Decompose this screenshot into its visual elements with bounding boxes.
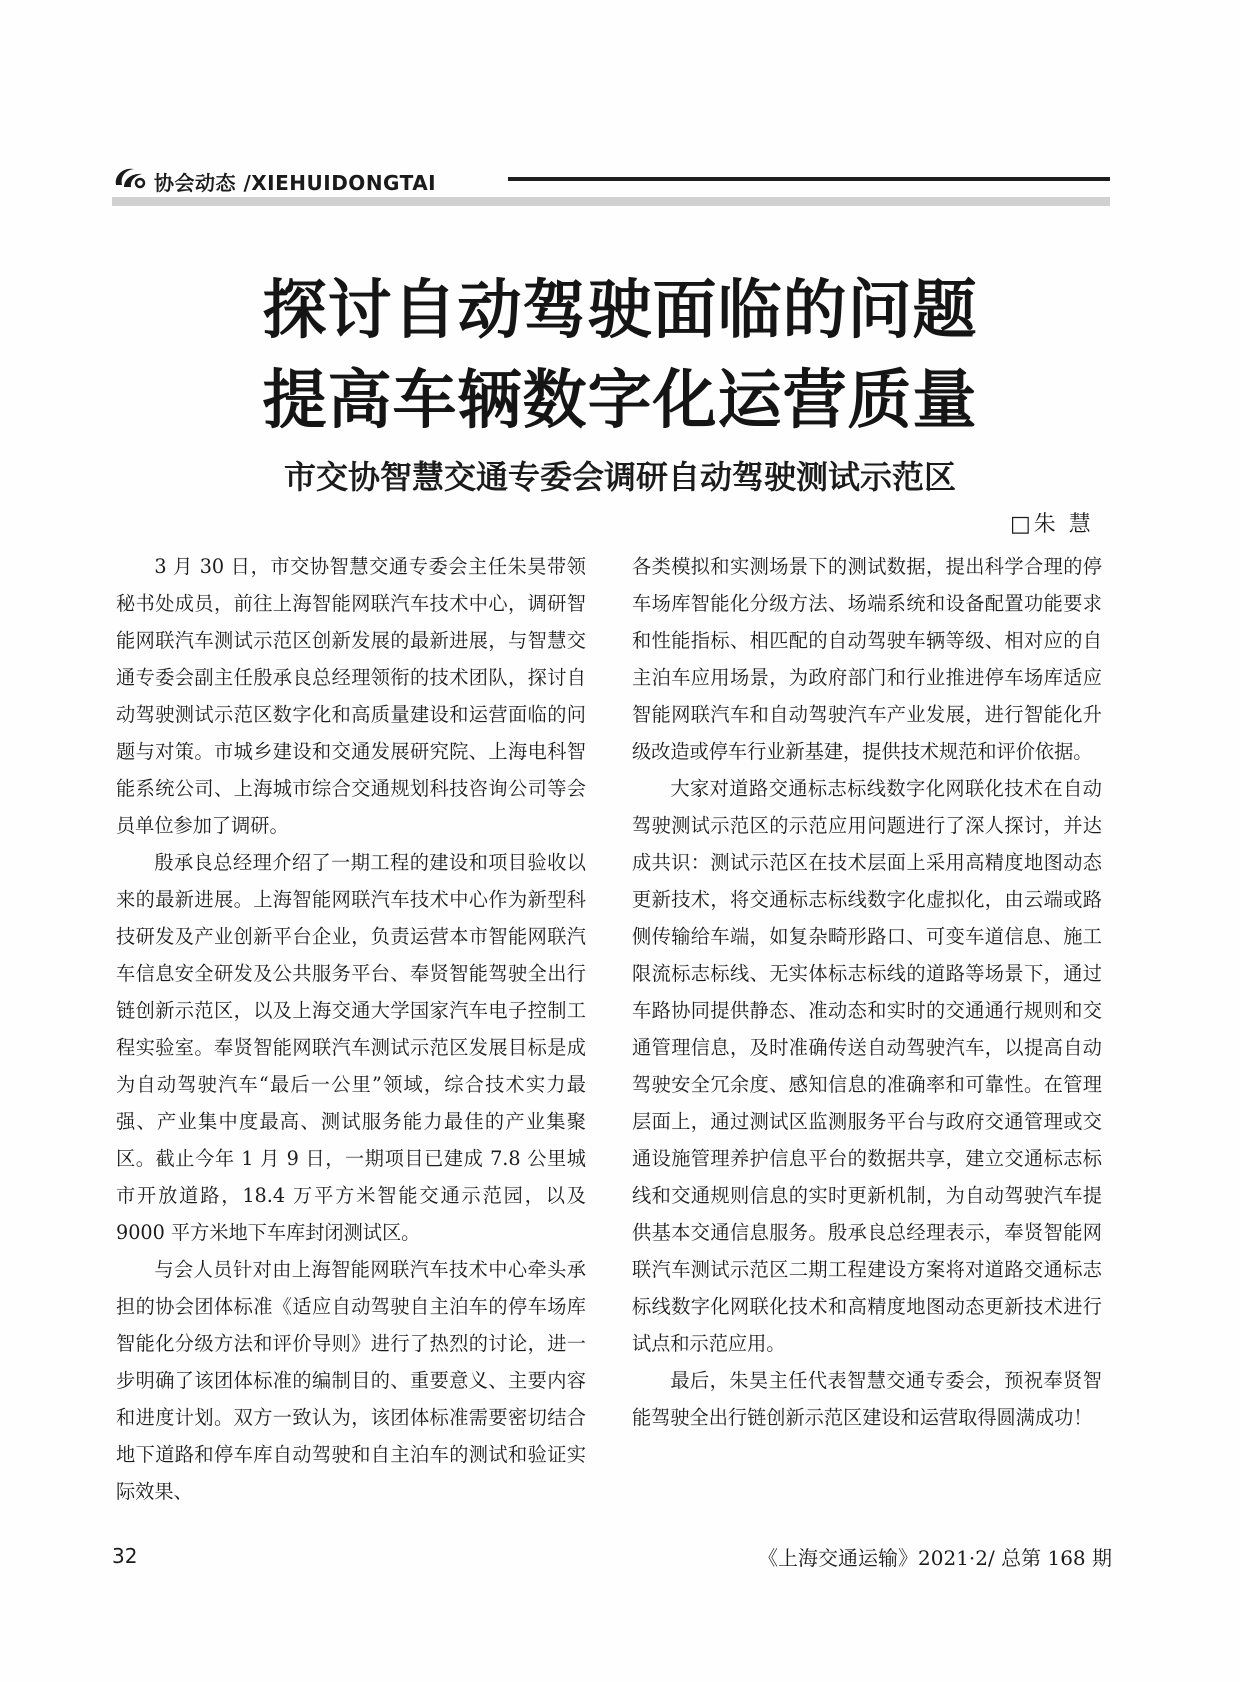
article-title-line-2: 提高车辆数字化运营质量 <box>262 364 978 438</box>
section-header <box>112 165 1110 209</box>
paragraph: 与会人员针对由上海智能网联汽车技术中心牵头承担的协会团体标准《适应自动驾驶自主泊车的停车场库智能化分级方法和评价导则》进行了热烈的讨论，进一步明确了该团体标准的编制目的、重要意义、主要内容和进度计划。双方一致认为，该团体标准需要密切结合地下道路和停车库自动驾驶和自主泊车的测试和验证实际效果、 <box>116 1258 586 1503</box>
paragraph: 殷承良总经理介绍了一期工程的建设和项目验收以来的最新进展。上海智能网联汽车技术中心作为新型科技研发及产业创新平台企业，负责运营本市智能网联汽车信息安全研发及公共服务平台、奉贤智能驾驶全出行链创新示范区，以及上海交通大学国家汽车电子控制工程实验室。奉贤智能网联汽车测试示范区发展目标是成为自动驾驶汽车“最后一公里”领域，综合技术实力最强、产业集中度最高、测试服务能力最佳的产业集聚区。截止今年 1 月 9 日，一期项目已建成 7.8 公里城市开放道路，18.4 万平方米智能交通示范园，以及 9000 平方米地下车库封闭测试区。 <box>116 851 586 1244</box>
header-band <box>112 197 1110 206</box>
association-logo-icon <box>112 165 148 191</box>
paragraph: 最后，朱昊主任代表智慧交通专委会，预祝奉贤智能驾驶全出行链创新示范区建设和运营取得圆满成功！ <box>632 1369 1102 1429</box>
author-byline: □朱 慧 <box>1010 512 1094 537</box>
paragraph: 大家对道路交通标志标线数字化网联化技术在自动驾驶测试示范区的示范应用问题进行了深人探讨，并达成共识：测试示范区在技术层面上采用高精度地图动态更新技术，将交通标志标线数字化虚拟化，由云端或路侧传输给车端，如复杂畸形路口、可变车道信息、施工限流标志标线、无实体标志标线的道路等场景下，通过车路协同提供静态、准动态和实时的交通通行规则和交通管理信息，及时准确传送自动驾驶汽车，以提高自动驾驶安全冗余度、感知信息的准确率和可靠性。在管理层面上，通过测试区监测服务平台与政府交通管理或交通设施管理养护信息平台的数据共享，建立交通标志标线和交通规则信息的实时更新机制，为自动驾驶汽车提供基本交通信息服务。殷承良总经理表示，奉贤智能网联汽车测试示范区二期工程建设方案将对道路交通标志标线数字化网联化技术和高精度地图动态更新技术进行试点和示范应用。 <box>632 777 1102 1355</box>
paragraph-continuation: 各类模拟和实测场景下的测试数据，提出科学合理的停车场库智能化分级方法、场端系统和设备配置功能要求和性能指标、相匹配的自动驾驶车辆等级、相对应的自主泊车应用场景，为政府部门和行业推进停车场库适应智能网联汽车和自动驾驶汽车产业发展，进行智能化升级改造或停车行业新基建，提供技术规范和评价依据。 <box>632 555 1102 763</box>
section-label: 协会动态 /XIEHUIDONGTAI <box>154 171 437 195</box>
header-rule <box>508 177 1110 181</box>
article-subtitle: 市交协智慧交通专委会调研自动驾驶测试示范区 <box>283 458 956 496</box>
article-title-line-1: 探讨自动驾驶面临的问题 <box>262 274 978 348</box>
paragraph: 3 月 30 日，市交协智慧交通专委会主任朱昊带领秘书处成员，前往上海智能网联汽车技术中心，调研智能网联汽车测试示范区创新发展的最新进展，与智慧交通专委会副主任殷承良总经理领衔的技术团队，探讨自动驾驶测试示范区数字化和高质量建设和运营面临的问题与对策。市城乡建设和交通发展研究院、上海电科智能系统公司、上海城市综合交通规划科技咨询公司等会员单位参加了调研。 <box>116 555 586 837</box>
body-column-right <box>632 548 1102 1436</box>
body-column-left <box>116 548 586 1510</box>
journal-citation: 《上海交通运输》2021·2/ 总第 168 期 <box>758 1546 1112 1570</box>
page-number: 32 <box>112 1544 138 1568</box>
